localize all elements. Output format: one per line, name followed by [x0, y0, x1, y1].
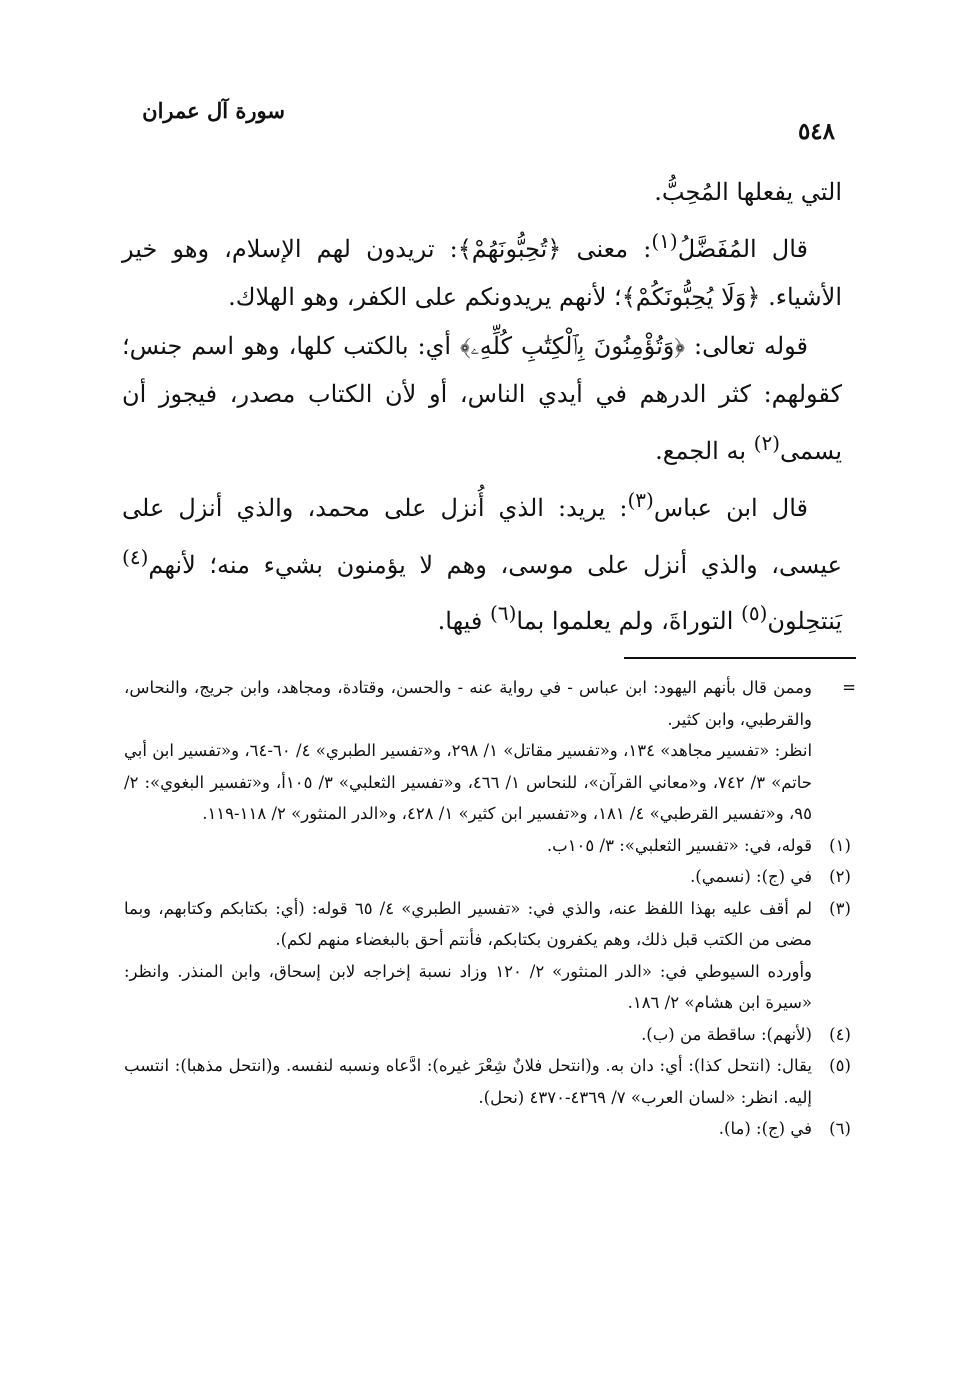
footnote-marker: (٥) — [829, 1056, 851, 1075]
text-run: فيها. — [437, 607, 491, 635]
text-run: أي: بالكتب كلها، وهو اسم جنس؛ كقولهم: كثر الدرهم في أيدي الناس، أو لأن الكتاب مصدر، فيجوز أن يسمى — [122, 331, 842, 465]
footnote-marker: (٦) — [829, 1119, 851, 1138]
text-run: قال المُفَضَّلُ — [677, 234, 808, 263]
footnote-ref-5[interactable]: (٥) — [741, 601, 768, 625]
footnote-ref-2[interactable]: (٢) — [753, 430, 781, 455]
page-number: ٥٤٨ — [797, 118, 835, 145]
footnote-marker: (٣) — [829, 898, 851, 918]
footnote-ref-4[interactable]: (٤) — [122, 544, 149, 569]
footnote-text: (لأنهم): ساقطة من (ب). — [641, 1024, 812, 1044]
footnote-marker: (٢) — [829, 867, 851, 886]
paragraph-2 — [122, 217, 842, 322]
footnote-ref-6[interactable]: (٦) — [490, 601, 517, 625]
text-run: : معنى — [561, 234, 652, 263]
quran-verse: ﴿تُحِبُّونَهُمْ﴾ — [457, 234, 562, 263]
footnote-ref-3[interactable]: (٣) — [627, 488, 654, 512]
text-run: به الجمع. — [655, 436, 754, 465]
footnote-ref-1[interactable]: (١) — [651, 228, 678, 253]
footnote-text: يقال: (انتحل كذا): أي: دان به. و(انتحل فلانٌ شِعْرَ غيره): ادَّعاه ونسبه لنفسه. و(انتحل مذهبا): انتسب إليه. انظر: «لسان العرب» ٧/ ٤٣٦٩-٤٣٧٠ (نحل). — [124, 1056, 812, 1107]
main-text — [122, 168, 842, 646]
text-run: قوله تعالى: — [685, 331, 809, 360]
footnote-continuation — [124, 672, 856, 830]
footnote-text: قوله، في: «تفسير الثعلبي»: ٣/ ١٠٥ب. — [546, 835, 812, 855]
footnote-marker: (١) — [829, 835, 851, 855]
footnote-text: في (ج): (نسمي). — [690, 867, 812, 886]
continuation-marker: = — [842, 678, 856, 697]
paragraph-3 — [122, 322, 842, 476]
footnote-marker: (٤) — [829, 1024, 851, 1044]
footnotes — [124, 672, 856, 1145]
paragraph-1-text: التي يفعلها المُحِبُّ. — [654, 178, 842, 206]
text-run: التوراةَ، ولم يعلموا بما — [516, 607, 741, 635]
footnote-text: وأورده السيوطي في: «الدر المنثور» ٢/ ١٢٠ وزاد نسبة إخراجه لابن إسحاق، وابن المنذر. وانظر: «سيرة ابن هشام» ٢/ ١٨٦. — [124, 961, 812, 1012]
footnote-text: وممن قال بأنهم اليهود: ابن عباس - في رواية عنه - والحسن، وقتادة، ومجاهد، وابن جريج، والنحاس، والقرطبي، وابن كثير. — [124, 678, 812, 729]
paragraph-4 — [122, 476, 842, 646]
footnote-separator — [624, 657, 856, 659]
text-run: يَنتحِلون — [767, 607, 842, 635]
footnote-1 — [124, 830, 851, 862]
quran-verse: ﴿وَلَا يُحِبُّونَكُمْ﴾ — [621, 283, 761, 311]
text-run: قال ابن عباس — [653, 494, 808, 522]
surah-header-title: سورة آل عمران — [142, 98, 285, 123]
footnote-6 — [124, 1113, 851, 1145]
footnote-2 — [124, 861, 851, 893]
footnote-text: انظر: «تفسير مجاهد» ١٣٤، و«تفسير مقاتل» ١/ ٢٩٨، و«تفسير الطبري» ٤/ ٦٠-٦٤، و«تفسير ابن أبي حاتم» ٣/ ٧٤٢، و«معاني القرآن»، للنحاس ١/ ٤٦٦، و«تفسير الثعلبي» ٣/ ١٠٥أ، و«تفسير البغوي»: ٢/ ٩٥، و«تفسير القرطبي» ٤/ ١٨١، و«تفسير ابن كثير» ١/ ٤٢٨، و«الدر المنثور» ٢/ ١١٨-١١٩. — [124, 741, 813, 823]
footnote-3 — [124, 893, 851, 1019]
footnote-5 — [124, 1050, 851, 1113]
text-run: : يريد: الذي أُنزل على محمد، والذي أنزل على عيسى، والذي أنزل على موسى، وهم لا يؤمنون بشيء منه؛ لأنهم — [122, 494, 842, 579]
paragraph-1 — [122, 168, 842, 217]
footnote-4 — [124, 1019, 851, 1051]
footnote-text: لم أقف عليه بهذا اللفظ عنه، والذي في: «تفسير الطبري» ٤/ ٦٥ قوله: (أي: بكتابكم وكتابهم، وبما مضى من الكتب قبل ذلك، وهم يكفرون بكتابكم، فأنتم أحق بالبغضاء منهم لكم). — [124, 898, 813, 949]
text-run: : تريدون لهم الإسلام، وهو خير الأشياء. — [122, 234, 842, 311]
footnote-text: في (ج): (ما). — [718, 1119, 812, 1138]
quran-verse: ﴿وَتُؤْمِنُونَ بِٱلْكِتَٰبِ كُلِّهِۦ﴾ — [460, 331, 685, 360]
text-run: ؛ لأنهم يريدونكم على الكفر، وهو الهلاك. — [228, 283, 622, 311]
